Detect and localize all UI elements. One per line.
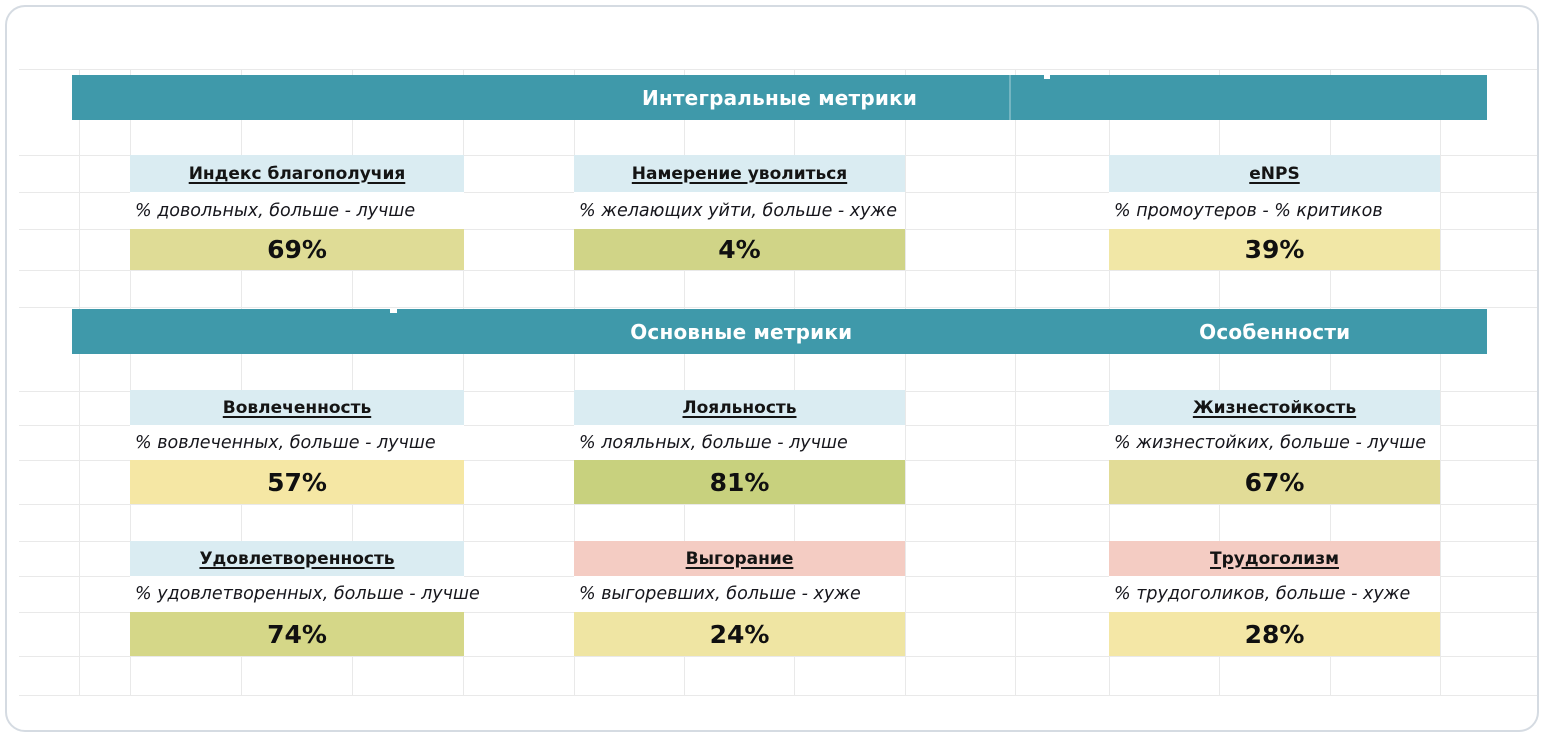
metric-description: % промоутеров - % критиков [1109, 201, 1386, 221]
metric-value: 57% [267, 467, 327, 497]
metric-title: Намерение уволиться [631, 163, 848, 184]
section-title-features: Особенности [1199, 319, 1351, 344]
metric-description: % трудоголиков, больше - хуже [1109, 584, 1413, 604]
metric-desc-cell [1109, 192, 1440, 229]
metric-description: % выгоревших, больше - хуже [574, 584, 864, 604]
metric-value-cell [574, 612, 905, 656]
section-bar-main-and-features [72, 309, 1487, 354]
metric-title: Индекс благополучия [188, 163, 406, 184]
metric-value-cell [574, 229, 905, 270]
grid-line-h [19, 307, 1538, 308]
grid-line-v [1015, 69, 1016, 695]
metric-title-cell [130, 155, 464, 192]
metric-value-cell [1109, 229, 1440, 270]
metric-desc-cell [574, 192, 905, 229]
grid-line-h [19, 504, 1538, 505]
metric-value-cell [574, 460, 905, 504]
metric-description: % лояльных, больше - лучше [574, 433, 851, 453]
grid-line-h [19, 656, 1538, 657]
metric-description: % удовлетворенных, больше - лучше [130, 584, 483, 604]
metric-title-cell [574, 390, 905, 425]
metric-title: Лояльность [682, 397, 797, 418]
metric-value: 69% [267, 235, 327, 264]
section-bar-integral [72, 75, 1487, 120]
metric-title-cell [130, 390, 464, 425]
grid-line-v [905, 69, 906, 695]
metric-description: % желающих уйти, больше - хуже [574, 201, 900, 221]
metric-value: 74% [267, 619, 327, 649]
metric-title-cell [1109, 541, 1440, 576]
section-title-integral-metrics: Интегральные метрики [641, 85, 918, 110]
metric-desc-cell [1109, 576, 1440, 612]
metric-value-cell [130, 460, 464, 504]
metric-title: Удовлетворенность [199, 548, 395, 569]
metric-description: % жизнестойких, больше - лучше [1109, 433, 1429, 453]
metric-value: 4% [718, 235, 761, 264]
metric-value: 39% [1244, 235, 1305, 264]
metric-title: Выгорание [685, 548, 794, 569]
metric-value-cell [1109, 460, 1440, 504]
metric-title-cell [574, 541, 905, 576]
metric-value: 24% [709, 619, 770, 649]
bar-notch [390, 309, 397, 313]
metric-title-cell [574, 155, 905, 192]
bar-notch [1044, 75, 1050, 79]
metric-value: 67% [1244, 467, 1305, 497]
metric-title: eNPS [1249, 163, 1300, 184]
metric-description: % вовлеченных, больше - лучше [130, 433, 439, 453]
dashboard-card [5, 5, 1539, 732]
metric-desc-cell [574, 576, 905, 612]
metric-title-cell [1109, 155, 1440, 192]
metric-title: Жизнестойкость [1192, 397, 1357, 418]
grid-line-h [19, 270, 1538, 271]
metric-desc-cell [130, 425, 464, 460]
section-title-main-metrics: Основные метрики [630, 319, 853, 344]
metric-desc-cell [130, 576, 480, 612]
metric-desc-cell [574, 425, 905, 460]
metric-title: Трудоголизм [1210, 548, 1339, 569]
metric-description: % довольных, больше - лучше [130, 201, 418, 221]
metric-title: Вовлеченность [222, 397, 372, 418]
metric-desc-cell [130, 192, 464, 229]
grid-line-v [79, 69, 80, 695]
metric-value-cell [130, 229, 464, 270]
bar-seam [1009, 75, 1011, 120]
metric-value: 28% [1244, 619, 1305, 649]
metric-title-cell [1109, 390, 1440, 425]
metric-title-cell [130, 541, 464, 576]
metric-desc-cell [1109, 425, 1440, 460]
grid-line-h [19, 695, 1538, 696]
metric-value: 81% [709, 467, 770, 497]
metric-value-cell [130, 612, 464, 656]
grid-line-v [1440, 69, 1441, 695]
grid-line-h [19, 69, 1538, 70]
metric-value-cell [1109, 612, 1440, 656]
